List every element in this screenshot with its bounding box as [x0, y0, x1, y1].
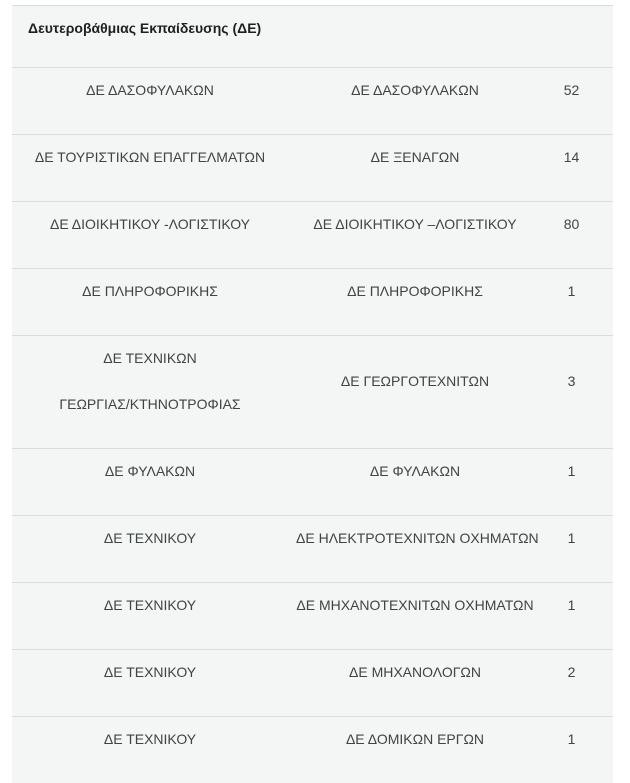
- cell-category: [12, 68, 288, 135]
- table-row: [12, 68, 613, 135]
- specialty-text: ΔΕ ΗΛΕΚΤΡΟΤΕΧΝΙΤΩΝ ΟΧΗΜΑΤΩΝ: [296, 528, 534, 548]
- count-text: 80: [548, 214, 595, 234]
- cell-count: [542, 336, 613, 449]
- category-text: ΔΕ ΤΟΥΡΙΣΤΙΚΩΝ ΕΠΑΓΓΕΛΜΑΤΩΝ: [20, 147, 280, 167]
- cell-category: [12, 717, 288, 783]
- specialty-text: ΔΕ ΓΕΩΡΓΟΤΕΧΝΙΤΩΝ: [296, 371, 534, 391]
- cell-count: [542, 650, 613, 717]
- cell-category: [12, 650, 288, 717]
- cell-count: [542, 583, 613, 650]
- count-text: 2: [548, 662, 595, 682]
- count-text: 14: [548, 147, 595, 167]
- section-header-row: [12, 6, 613, 68]
- cell-specialty: [288, 717, 542, 783]
- cell-count: [542, 68, 613, 135]
- cell-specialty: [288, 449, 542, 516]
- count-text: 1: [548, 461, 595, 481]
- cell-count: [542, 516, 613, 583]
- cell-count: [542, 202, 613, 269]
- count-text: 1: [548, 281, 595, 301]
- category-text: ΔΕ ΔΙΟΙΚΗΤΙΚΟΥ -ΛΟΓΙΣΤΙΚΟΥ: [20, 214, 280, 234]
- specialty-text: ΔΕ ΔΟΜΙΚΩΝ ΕΡΓΩΝ: [296, 729, 534, 749]
- cell-specialty: [288, 202, 542, 269]
- table-row: [12, 717, 613, 783]
- category-text: ΔΕ ΦΥΛΑΚΩΝ: [20, 461, 280, 481]
- specialty-text: ΔΕ ΞΕΝΑΓΩΝ: [296, 147, 534, 167]
- category-text: ΔΕ ΤΕΧΝΙΚΩΝ: [20, 348, 280, 368]
- cell-specialty: [288, 68, 542, 135]
- cell-count: [542, 449, 613, 516]
- count-text: 1: [548, 729, 595, 749]
- category-text: ΔΕ ΤΕΧΝΙΚΟΥ: [20, 729, 280, 749]
- specialty-text: ΔΕ ΜΗΧΑΝΟΤΕΧΝΙΤΩΝ ΟΧΗΜΑΤΩΝ: [296, 595, 534, 615]
- cell-count: [542, 135, 613, 202]
- category-text: ΔΕ ΔΑΣΟΦΥΛΑΚΩΝ: [20, 80, 280, 100]
- cell-count: [542, 269, 613, 336]
- category-text: ΔΕ ΤΕΧΝΙΚΟΥ: [20, 662, 280, 682]
- table-row: [12, 202, 613, 269]
- specialty-text: ΔΕ ΦΥΛΑΚΩΝ: [296, 461, 534, 481]
- cell-category: [12, 449, 288, 516]
- cell-category: [12, 202, 288, 269]
- table-row: [12, 583, 613, 650]
- cell-category: [12, 135, 288, 202]
- category-text: ΔΕ ΠΛΗΡΟΦΟΡΙΚΗΣ: [20, 281, 280, 301]
- category-text-line2: ΓΕΩΡΓΙΑΣ/ΚΤΗΝΟΤΡΟΦΙΑΣ: [20, 394, 280, 414]
- table-row: [12, 449, 613, 516]
- cell-specialty: [288, 516, 542, 583]
- cell-specialty: [288, 135, 542, 202]
- cell-specialty: [288, 269, 542, 336]
- cell-count: [542, 717, 613, 783]
- cell-category: [12, 583, 288, 650]
- category-text: ΔΕ ΤΕΧΝΙΚΟΥ: [20, 528, 280, 548]
- cell-specialty: [288, 336, 542, 449]
- cell-category: [12, 336, 288, 449]
- table-row: [12, 135, 613, 202]
- table-row: [12, 336, 613, 449]
- cell-specialty: [288, 650, 542, 717]
- cell-specialty: [288, 583, 542, 650]
- specialty-text: ΔΕ ΔΑΣΟΦΥΛΑΚΩΝ: [296, 80, 534, 100]
- education-table: [12, 5, 613, 783]
- section-title: Δευτεροβάθμιας Εκπαίδευσης (ΔΕ): [28, 18, 597, 38]
- count-text: 1: [548, 595, 595, 615]
- table-row: [12, 516, 613, 583]
- count-text: 1: [548, 528, 595, 548]
- cell-category: [12, 269, 288, 336]
- specialty-text: ΔΕ ΠΛΗΡΟΦΟΡΙΚΗΣ: [296, 281, 534, 301]
- table-row: [12, 269, 613, 336]
- count-text: 3: [548, 371, 595, 391]
- section-header-cell: [12, 6, 613, 68]
- specialty-text: ΔΕ ΜΗΧΑΝΟΛΟΓΩΝ: [296, 662, 534, 682]
- count-text: 52: [548, 80, 595, 100]
- table-row: [12, 650, 613, 717]
- cell-category: [12, 516, 288, 583]
- category-text: ΔΕ ΤΕΧΝΙΚΟΥ: [20, 595, 280, 615]
- specialty-text: ΔΕ ΔΙΟΙΚΗΤΙΚΟΥ –ΛΟΓΙΣΤΙΚΟΥ: [296, 214, 534, 234]
